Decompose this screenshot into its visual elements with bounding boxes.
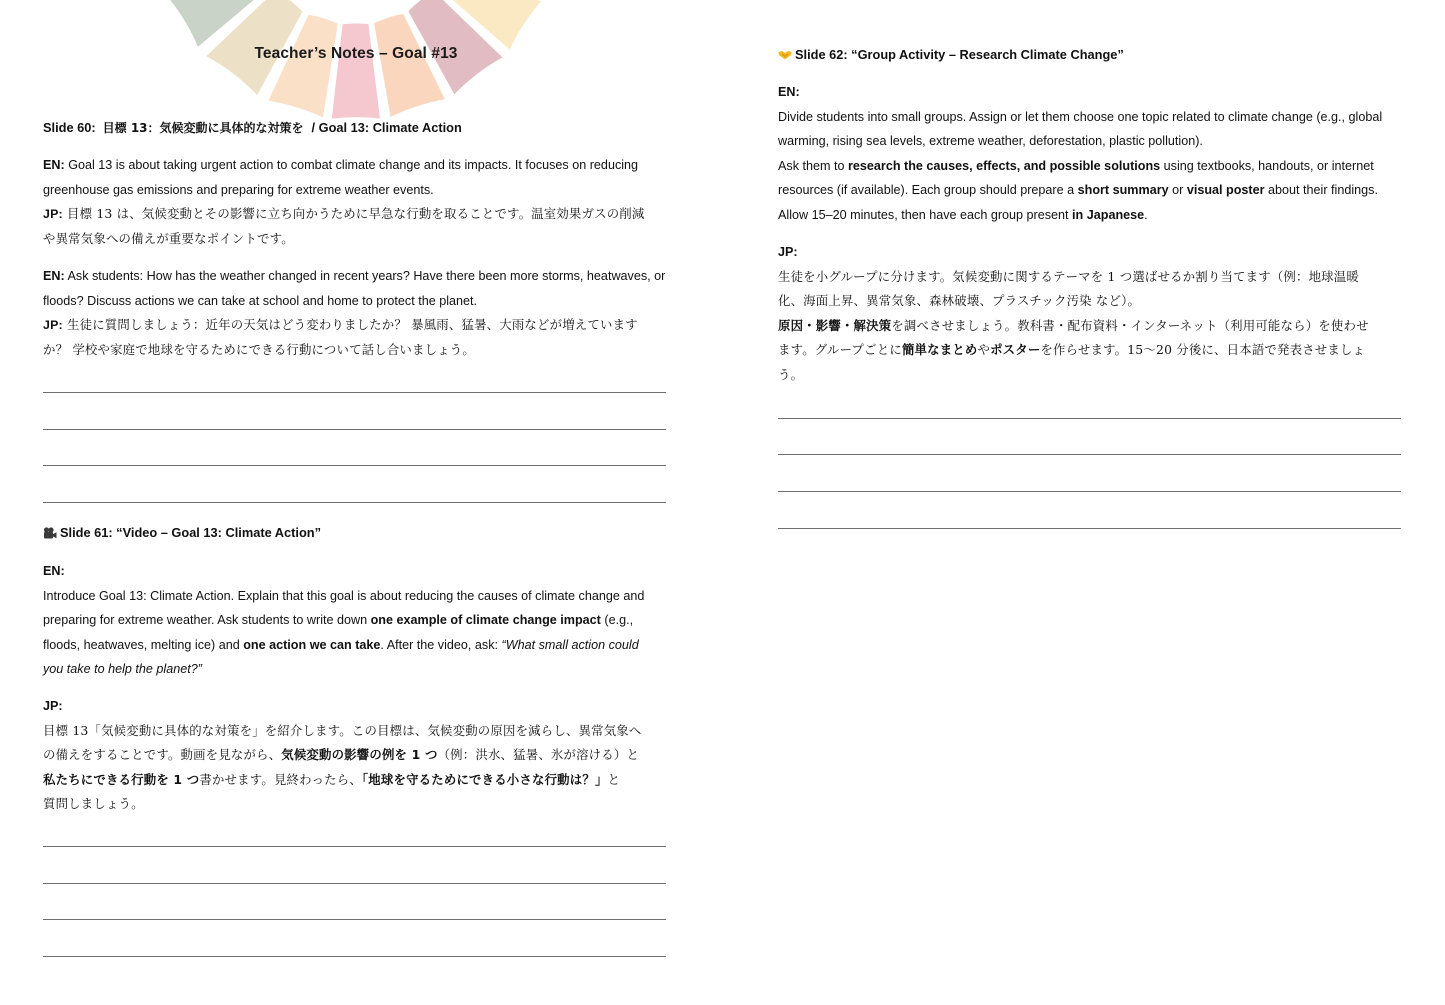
- text-line: [778, 338, 1403, 363]
- text: using textbooks, handouts, or internet: [1160, 158, 1374, 173]
- movie-camera-icon: [43, 527, 57, 540]
- writing-line: [43, 883, 666, 884]
- text: Ask students: How has the weather changed in recent years? Have there been more storms, heatwaves, or: [67, 269, 666, 283]
- slide-61-jp: [43, 694, 668, 817]
- text-line: [43, 153, 668, 178]
- text-line: [43, 313, 668, 338]
- text-line: [43, 743, 668, 768]
- text: を作らせます。15〜20 分後に、日本語で発表させましょ: [1040, 342, 1366, 358]
- text: resources (if available). Each group should prepare a: [778, 183, 1078, 198]
- writing-line: [43, 502, 666, 503]
- writing-line: [778, 454, 1401, 455]
- text: .: [1144, 207, 1148, 222]
- document-title: Teacher’s Notes – Goal #13: [254, 45, 458, 62]
- text-line: [778, 314, 1403, 339]
- text: 目標 13 は、気候変動とその影響に立ち向かうために早急な行動を取ることです。温室効果ガスの削減: [67, 206, 645, 222]
- bold-text: one example of climate change impact: [370, 613, 601, 628]
- text: 書かせます。見終わったら、: [199, 771, 362, 787]
- text: の備えをすることです。動画を見ながら、: [43, 747, 282, 763]
- text: Goal 13 is about taking urgent action to combat climate change and its impacts. It focuses on reducing: [68, 158, 639, 172]
- jp-label: JP:: [43, 207, 63, 222]
- slide-60-section: [43, 119, 668, 137]
- slide-61-section: [43, 524, 668, 542]
- bold-text: short summary: [1077, 183, 1169, 198]
- en-label: EN:: [43, 158, 65, 172]
- bold-text: one action we can take: [243, 637, 381, 652]
- text-line: [778, 203, 1403, 228]
- text-line: greenhouse gas emissions and preparing for extreme weather events.: [43, 182, 434, 197]
- text: ます。グループごとに: [778, 342, 902, 358]
- page-left: [0, 0, 722, 1005]
- wheel-segment: [332, 23, 380, 118]
- bold-text: 私たちにできる行動を 1 つ: [43, 771, 200, 787]
- slide-62-jp: [778, 240, 1403, 388]
- text: floods, heatwaves, melting ice) and: [43, 637, 244, 652]
- writing-line: [778, 528, 1401, 529]
- slide-62-title: Slide 62: “Group Activity – Research Climate Change”: [795, 47, 1124, 62]
- en-label: EN:: [778, 85, 800, 99]
- sdg-wheel-decoration: [0, 0, 722, 130]
- text-line: you take to help the planet?”: [43, 662, 202, 677]
- bold-text: ポスター: [990, 342, 1041, 358]
- slide-62-en: [778, 80, 1403, 228]
- text: （例：洪水、猛暑、氷が溶ける）と: [437, 747, 640, 763]
- text-line: [43, 202, 668, 227]
- writing-line: [43, 429, 666, 430]
- text-line: う。: [778, 366, 804, 382]
- bold-text: research the causes, effects, and possible solutions: [848, 158, 1161, 173]
- text: preparing for extreme weather. Ask students to write down: [43, 613, 371, 628]
- text-line: floods? Discuss actions we can take at school and home to protect the planet.: [43, 293, 478, 308]
- text: Ask them to: [778, 158, 848, 173]
- slide-61-en: [43, 559, 668, 682]
- text-line: [778, 178, 1403, 203]
- text-line: [778, 154, 1403, 179]
- bold-text: visual poster: [1186, 183, 1265, 198]
- bold-text: 「地球を守るためにできる小さな行動は？」: [361, 771, 608, 787]
- writing-line: [43, 392, 666, 393]
- writing-line: [43, 465, 666, 466]
- text-line: [43, 768, 668, 793]
- text: と: [607, 771, 621, 787]
- text-line: 化、海面上昇、異常気象、森林破壊、プラスチック汚染 など）。: [778, 293, 1141, 309]
- jp-label: JP:: [43, 318, 63, 333]
- text-line: Divide students into small groups. Assign or let them choose one topic related to climate change (e.g., global: [778, 109, 1383, 124]
- jp-label: JP:: [778, 245, 798, 259]
- italic-text: “What small action could: [501, 637, 639, 652]
- text-line: 生徒を小グループに分けます。気候変動に関するテーマを 1 つ選ばせるか割り当てます（例：地球温暖: [778, 268, 1359, 284]
- slide-60-title-en: / Goal 13: Climate Action: [311, 120, 462, 135]
- text-line: [43, 608, 668, 633]
- writing-line: [778, 491, 1401, 492]
- text: about their findings.: [1264, 183, 1378, 198]
- bold-text: 気候変動の影響の例を 1 つ: [281, 747, 438, 763]
- slide-62-heading: [778, 46, 1403, 64]
- text-line: warming, rising sea levels, extreme weather, deforestation, plastic pollution).: [778, 134, 1203, 149]
- writing-line: [43, 956, 666, 957]
- text-line: 質問しましょう。: [43, 796, 144, 812]
- text: Allow 15–20 minutes, then have each group present: [778, 207, 1073, 222]
- slide-60-paragraph-1: [43, 153, 668, 251]
- slide-61-heading: [43, 524, 668, 542]
- text-line: [43, 633, 668, 658]
- slide-60-title-jp: 目標 13：気候変動に具体的な対策を: [102, 121, 304, 135]
- en-label: EN:: [43, 269, 65, 283]
- page-right: [722, 0, 1445, 1005]
- handshake-icon: [778, 49, 792, 62]
- text: (e.g.,: [600, 613, 634, 628]
- text: . After the video, ask:: [380, 637, 502, 652]
- text-line: や異常気象への備えが重要なポイントです。: [43, 230, 294, 246]
- text: や: [977, 342, 991, 358]
- text-line: Introduce Goal 13: Climate Action. Explain that this goal is about reducing the causes of climate change and: [43, 588, 645, 603]
- writing-line: [43, 846, 666, 847]
- slide-62-section: [778, 46, 1403, 64]
- bold-text: 簡単なまとめ: [901, 342, 978, 358]
- text-line: [43, 264, 668, 289]
- text: を調べさせましょう。教科書・配布資料・インターネット（利用可能なら）を使わせ: [891, 317, 1369, 333]
- slide-61-title: Slide 61: “Video – Goal 13: Climate Action”: [60, 525, 321, 540]
- bold-text: 原因・影響・解決策: [778, 317, 892, 333]
- jp-label: JP:: [43, 699, 63, 713]
- slide-60-label: Slide 60:: [43, 120, 96, 135]
- bold-text: in Japanese: [1072, 207, 1145, 222]
- en-label: EN:: [43, 564, 65, 578]
- text: or: [1168, 183, 1187, 198]
- writing-line: [778, 418, 1401, 419]
- slide-60-heading: [43, 119, 668, 137]
- writing-line: [43, 919, 666, 920]
- text-line: か？ 学校や家庭で地球を守るためにできる行動について話し合いましょう。: [43, 341, 475, 357]
- slide-60-paragraph-2: [43, 264, 668, 362]
- text-line: 目標 13「気候変動に具体的な対策を」を紹介します。この目標は、気候変動の原因を減らし、異常気象へ: [43, 722, 642, 738]
- text: 生徒に質問しましょう：近年の天気はどう変わりましたか？ 暴風雨、猛暑、大雨などが増えています: [67, 317, 638, 333]
